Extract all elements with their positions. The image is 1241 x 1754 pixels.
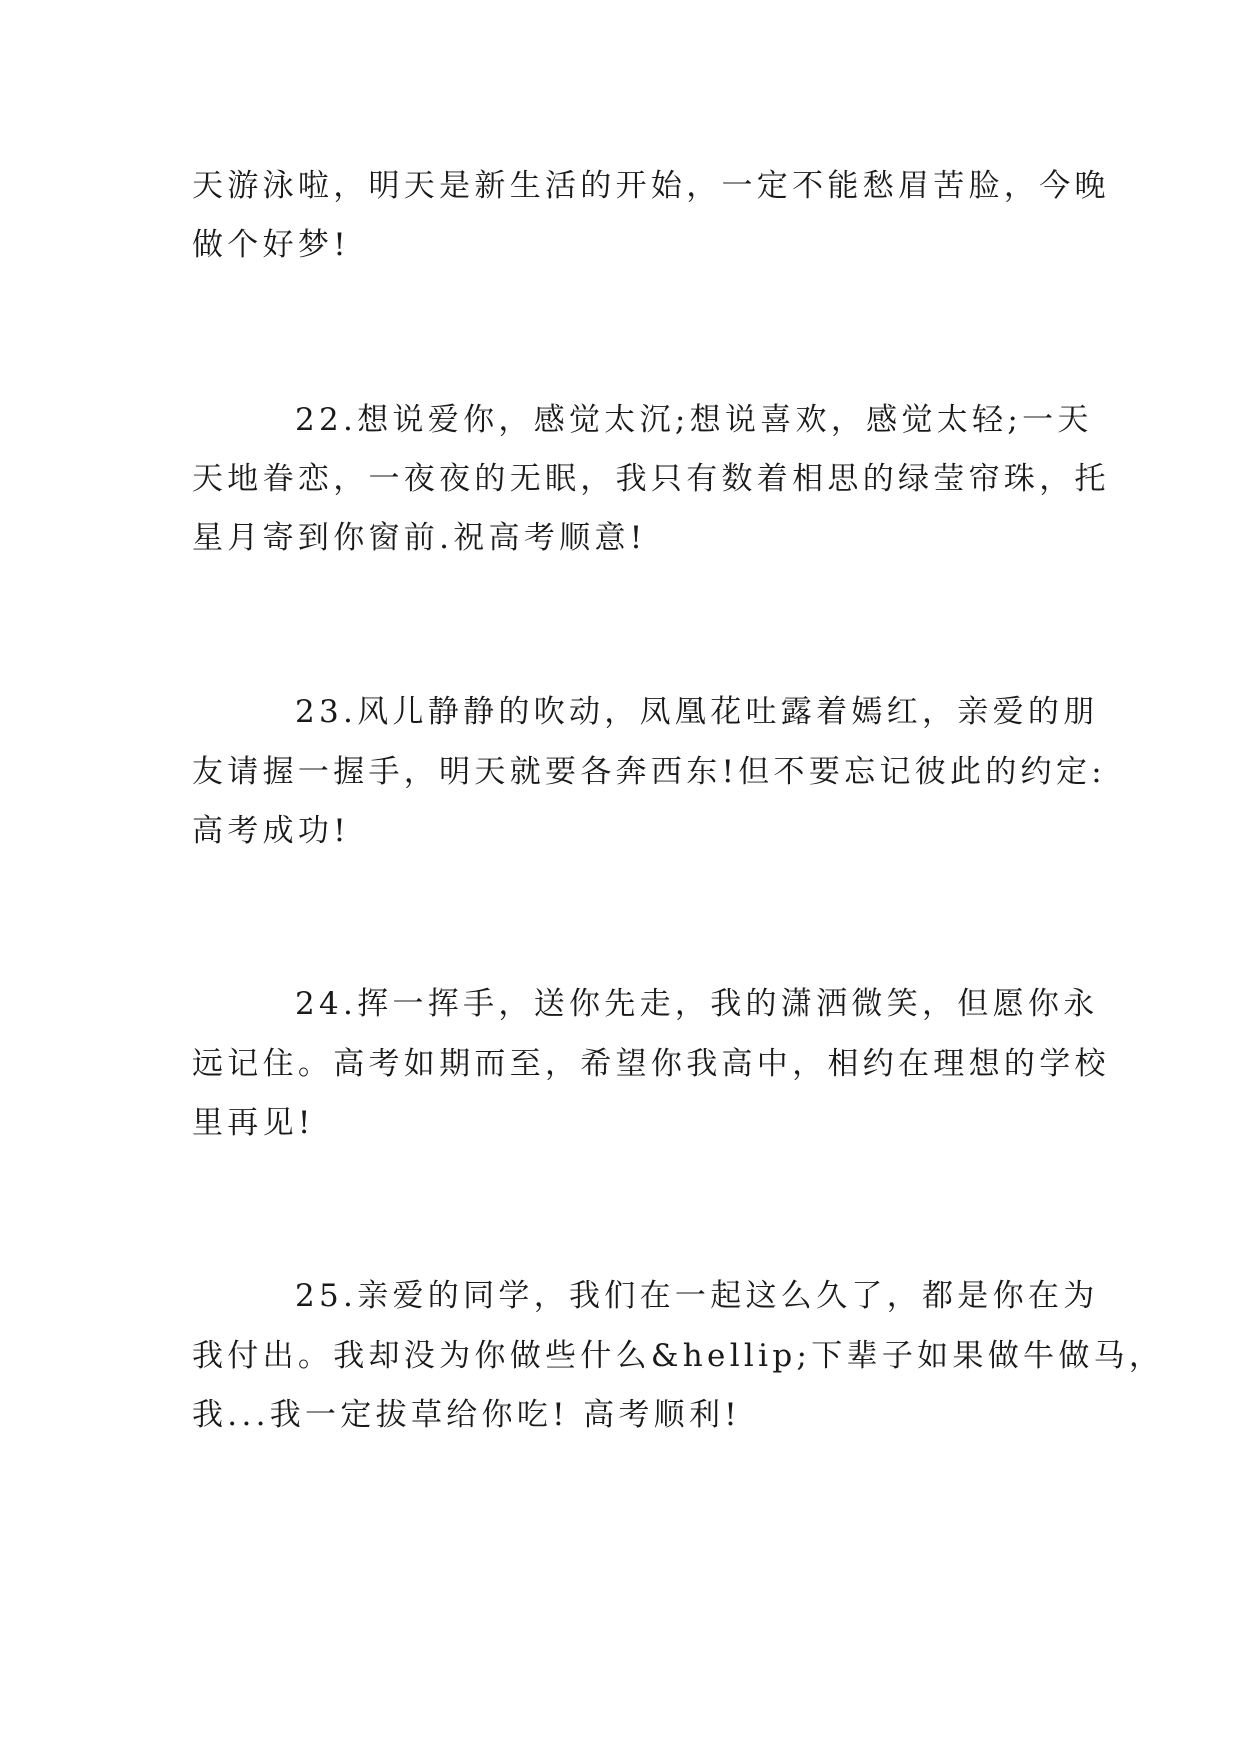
paragraph-line: 24.挥一挥手，送你先走，我的潇洒微笑，但愿你永 [295, 986, 1099, 1022]
paragraph-line: 25.亲爱的同学，我们在一起这么久了，都是你在为 [295, 1278, 1099, 1314]
paragraph-line: 友请握一握手，明天就要各奔西东!但不要忘记彼此的约定: [192, 754, 1106, 790]
paragraph-line: 我...我一定拔草给你吃! 高考顺利! [192, 1397, 742, 1433]
paragraph-line: 天地眷恋，一夜夜的无眠，我只有数着相思的绿莹帘珠，托 [192, 461, 1110, 497]
paragraph-line: 23.风儿静静的吹动，凤凰花吐露着嫣红，亲爱的朋 [295, 694, 1099, 730]
paragraph-line: 22.想说爱你，感觉太沉;想说喜欢，感觉太轻;一天 [295, 402, 1093, 438]
paragraph-line: 远记住。高考如期而至，希望你我高中，相约在理想的学校 [192, 1046, 1110, 1082]
paragraph-line: 星月寄到你窗前.祝高考顺意! [192, 520, 647, 556]
paragraph-line: 我付出。我却没为你做些什么&hellip;下辈子如果做牛做马， [192, 1338, 1165, 1374]
paragraph-line: 高考成功! [192, 813, 350, 849]
paragraph-line: 里再见! [192, 1105, 315, 1141]
paragraph-line: 天游泳啦，明天是新生活的开始，一定不能愁眉苦脸，今晚 [192, 168, 1110, 204]
paragraph-line: 做个好梦! [192, 227, 350, 263]
